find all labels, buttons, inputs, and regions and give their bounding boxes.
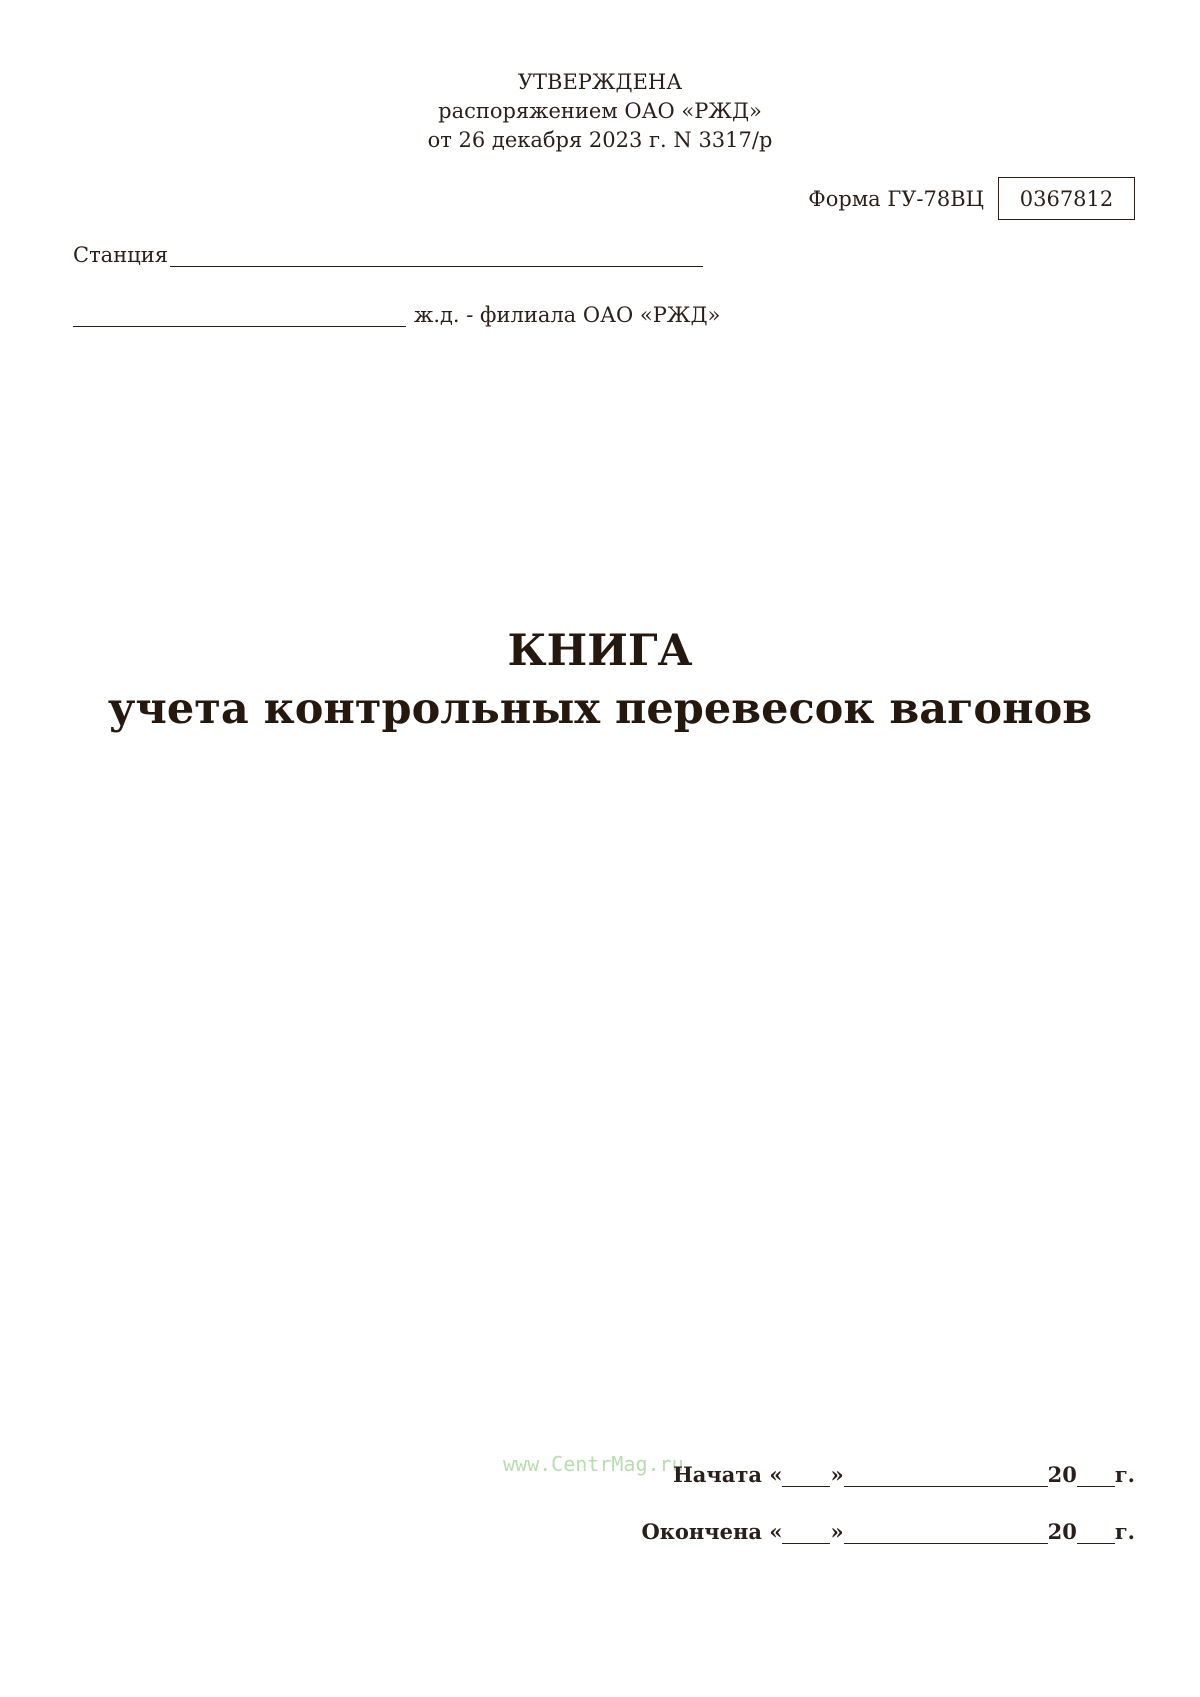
end-month-blank — [844, 1523, 1048, 1544]
form-code-row — [808, 177, 1135, 220]
end-year-blank — [1077, 1523, 1115, 1544]
end-year-suffix: г. — [1114, 1519, 1135, 1544]
end-date-label: Окончена « — [641, 1519, 783, 1544]
book-title — [0, 622, 1200, 738]
start-year-suffix: г. — [1114, 1462, 1135, 1487]
railway-blank-line — [73, 304, 406, 327]
start-date-row — [673, 1462, 1135, 1487]
station-label: Станция — [73, 243, 168, 267]
approval-heading: УТВЕРЖДЕНА — [517, 70, 683, 94]
approval-block — [0, 68, 1200, 155]
start-quote-close: » — [830, 1462, 844, 1487]
station-field — [73, 243, 703, 267]
start-date-label: Начата « — [672, 1462, 783, 1487]
start-month-blank — [844, 1466, 1048, 1487]
station-blank-line — [170, 244, 703, 267]
book-title-subtitle: учета контрольных перевесок вагонов — [107, 684, 1093, 734]
start-day-blank — [782, 1466, 830, 1487]
watermark: www.CentrMag.ru — [503, 1452, 684, 1476]
end-quote-close: » — [830, 1519, 844, 1544]
form-code-label: Форма ГУ-78ВЦ — [808, 186, 984, 211]
approval-date: от 26 декабря 2023 г. N 3317/р — [427, 128, 773, 152]
railway-label: ж.д. - филиала ОАО «РЖД» — [414, 303, 721, 327]
end-day-blank — [782, 1523, 830, 1544]
railway-field — [73, 303, 720, 327]
form-number-box: 0367812 — [998, 177, 1135, 220]
end-date-row — [641, 1519, 1135, 1544]
approval-order: распоряжением ОАО «РЖД» — [438, 99, 762, 123]
start-year-blank — [1077, 1466, 1115, 1487]
start-year-prefix: 20 — [1047, 1462, 1077, 1487]
end-year-prefix: 20 — [1047, 1519, 1077, 1544]
book-title-main: КНИГА — [507, 626, 693, 676]
